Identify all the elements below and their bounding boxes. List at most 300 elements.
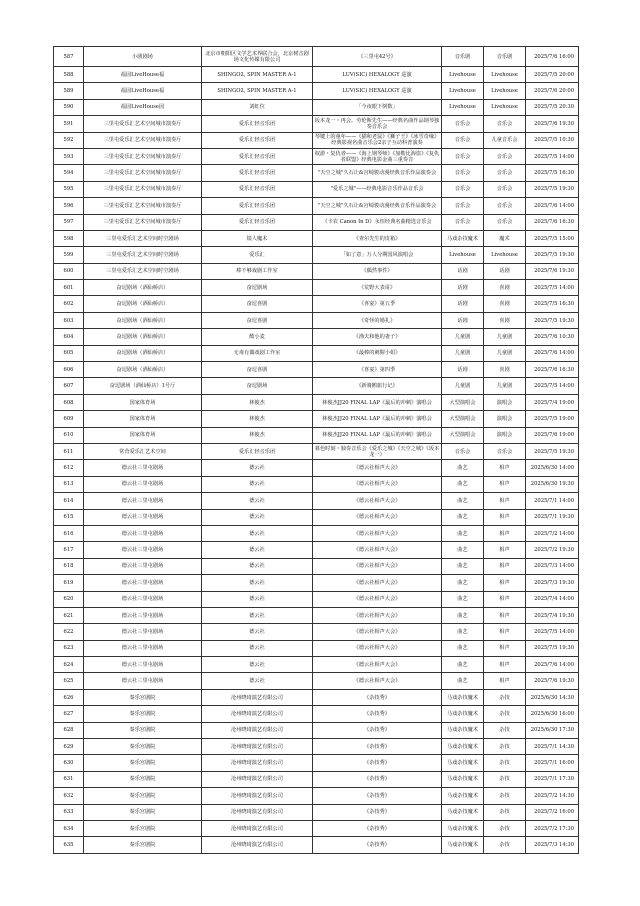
row-number-cell: 612 bbox=[54, 460, 84, 476]
table-row bbox=[54, 542, 579, 558]
subcategory-cell: 魔术 bbox=[484, 230, 526, 246]
row-number-cell: 635 bbox=[54, 837, 84, 853]
show-title-cell: 《杂技秀》 bbox=[313, 804, 442, 820]
row-number-cell: 593 bbox=[54, 148, 84, 164]
category-cell: 马戏杂技魔术 bbox=[442, 722, 484, 738]
table-row bbox=[54, 460, 579, 476]
show-time-cell: 2025/7/5 19:30 bbox=[526, 443, 579, 459]
show-time-cell: 2025/7/1 17:30 bbox=[526, 771, 579, 787]
show-time-cell: 2025/7/6 20:00 bbox=[526, 83, 579, 99]
category-cell: 音乐会 bbox=[442, 443, 484, 459]
category-cell: 曲艺 bbox=[442, 509, 484, 525]
row-number-cell: 628 bbox=[54, 722, 84, 738]
table-row bbox=[54, 132, 579, 148]
subcategory-cell: 演唱会 bbox=[484, 427, 526, 443]
subcategory-cell: 喜剧 bbox=[484, 280, 526, 296]
show-time-cell: 2025/7/2 19:30 bbox=[526, 542, 579, 558]
show-time-cell: 2025/6/30 14:30 bbox=[526, 689, 579, 705]
show-time-cell: 2025/6/30 17:30 bbox=[526, 722, 579, 738]
subcategory-cell: 杂技 bbox=[484, 722, 526, 738]
show-title-cell: 《奇怪的婚礼》 bbox=[313, 312, 442, 328]
row-number-cell: 597 bbox=[54, 214, 84, 230]
subcategory-cell: 相声 bbox=[484, 673, 526, 689]
row-number-cell: 625 bbox=[54, 673, 84, 689]
show-time-cell: 2025/7/6 16:30 bbox=[526, 214, 579, 230]
show-title-cell: 《德云社相声大会》 bbox=[313, 640, 442, 656]
category-cell: 曲艺 bbox=[442, 542, 484, 558]
show-time-cell: 2025/7/6 14:00 bbox=[526, 657, 579, 673]
category-cell: 音乐会 bbox=[442, 198, 484, 214]
show-title-cell: 权游・复仇者——《海上钢琴师》《加勒比海盗》《复仇者联盟》经典电影金曲三重奏音 bbox=[313, 148, 442, 164]
table-row bbox=[54, 657, 579, 673]
show-title-cell: 「如了意」万人分期国风演唱会 bbox=[313, 247, 442, 263]
venue-cell: 秦乐宫剧院 bbox=[84, 820, 202, 836]
subcategory-cell: 音乐会 bbox=[484, 148, 526, 164]
category-cell: 曲艺 bbox=[442, 558, 484, 574]
show-time-cell: 2025/7/1 19:30 bbox=[526, 509, 579, 525]
venue-cell: 秦乐宫剧院 bbox=[84, 804, 202, 820]
category-cell: 曲艺 bbox=[442, 607, 484, 623]
venue-cell: 秦乐宫剧院 bbox=[84, 739, 202, 755]
organizer-cell: 刘虹位 bbox=[202, 99, 313, 115]
show-title-cell: 《德云社相声大会》 bbox=[313, 525, 442, 541]
venue-cell: 德云社三里屯剧场 bbox=[84, 607, 202, 623]
venue-cell: 奋逗剧场（酒仙桥店） bbox=[84, 329, 202, 345]
show-time-cell: 2025/7/5 19:00 bbox=[526, 411, 579, 427]
category-cell: 马戏杂技魔术 bbox=[442, 804, 484, 820]
show-time-cell: 2025/7/5 10:30 bbox=[526, 132, 579, 148]
table-row bbox=[54, 706, 579, 722]
venue-cell: 国家体育场 bbox=[84, 394, 202, 410]
row-number-cell: 590 bbox=[54, 99, 84, 115]
show-time-cell: 2025/7/6 19:30 bbox=[526, 116, 579, 132]
venue-cell: 小剧剧场 bbox=[84, 47, 202, 67]
row-number-cell: 627 bbox=[54, 706, 84, 722]
subcategory-cell: 儿童剧 bbox=[484, 329, 526, 345]
organizer-cell: 德云社 bbox=[202, 591, 313, 607]
organizer-cell: 爱乐汇轻音乐团 bbox=[202, 181, 313, 197]
subcategory-cell: 杂技 bbox=[484, 771, 526, 787]
venue-cell: 三里屯爱乐汇艺术空间时空剧场 bbox=[84, 263, 202, 279]
category-cell: 话剧 bbox=[442, 362, 484, 378]
category-cell: 马戏杂技魔术 bbox=[442, 755, 484, 771]
show-title-cell: 《三里屯42号》 bbox=[313, 47, 442, 67]
subcategory-cell: 杂技 bbox=[484, 837, 526, 853]
organizer-cell: 爱乐汇轻音乐团 bbox=[202, 214, 313, 230]
show-title-cell: 《德云社相声大会》 bbox=[313, 493, 442, 509]
table-row bbox=[54, 525, 579, 541]
organizer-cell: 奋逗喜剧 bbox=[202, 312, 313, 328]
show-time-cell: 2025/7/5 16:30 bbox=[526, 165, 579, 181]
organizer-cell: 沧州晓琦演艺有限公司 bbox=[202, 689, 313, 705]
show-time-cell: 2025/7/5 14:00 bbox=[526, 378, 579, 394]
organizer-cell: 爱乐汇轻音乐团 bbox=[202, 198, 313, 214]
row-number-cell: 626 bbox=[54, 689, 84, 705]
venue-cell: 三里屯爱乐汇艺术空间城市演奏厅 bbox=[84, 116, 202, 132]
venue-cell: 德云社三里屯剧场 bbox=[84, 542, 202, 558]
table-row bbox=[54, 198, 579, 214]
organizer-cell: 德云社 bbox=[202, 525, 313, 541]
show-time-cell: 2025/7/5 14:00 bbox=[526, 624, 579, 640]
category-cell: 曲艺 bbox=[442, 493, 484, 509]
row-number-cell: 617 bbox=[54, 542, 84, 558]
category-cell: 曲艺 bbox=[442, 657, 484, 673]
table-row bbox=[54, 280, 579, 296]
category-cell: 曲艺 bbox=[442, 460, 484, 476]
subcategory-cell: Livehouse bbox=[484, 247, 526, 263]
row-number-cell: 620 bbox=[54, 591, 84, 607]
subcategory-cell: 音乐会 bbox=[484, 443, 526, 459]
row-number-cell: 609 bbox=[54, 411, 84, 427]
category-cell: 儿童剧 bbox=[442, 329, 484, 345]
venue-cell: 德云社三里屯剧场 bbox=[84, 591, 202, 607]
subcategory-cell: 话剧 bbox=[484, 263, 526, 279]
venue-cell: 德云社三里屯剧场 bbox=[84, 525, 202, 541]
show-time-cell: 2025/7/4 14:00 bbox=[526, 591, 579, 607]
row-number-cell: 605 bbox=[54, 345, 84, 361]
subcategory-cell: Livehouse bbox=[484, 99, 526, 115]
subcategory-cell: 杂技 bbox=[484, 739, 526, 755]
subcategory-cell: 音乐剧 bbox=[484, 47, 526, 67]
show-time-cell: 2025/7/1 14:00 bbox=[526, 493, 579, 509]
show-time-cell: 2025/7/1 16:00 bbox=[526, 755, 579, 771]
organizer-cell: 沧州晓琦演艺有限公司 bbox=[202, 722, 313, 738]
show-title-cell: 《德云社相声大会》 bbox=[313, 460, 442, 476]
category-cell: 音乐会 bbox=[442, 214, 484, 230]
subcategory-cell: 相声 bbox=[484, 460, 526, 476]
show-title-cell: 《德云社相声大会》 bbox=[313, 657, 442, 673]
table-row bbox=[54, 181, 579, 197]
organizer-cell: 北京市朝阳区文学艺术界联合会，北京树音剧场文化传媒有限公司 bbox=[202, 47, 313, 67]
show-time-cell: 2025/7/3 19:30 bbox=[526, 575, 579, 591]
table-row bbox=[54, 411, 579, 427]
subcategory-cell: 音乐会 bbox=[484, 165, 526, 181]
venue-cell: 三里屯爱乐汇艺术空间时空剧场 bbox=[84, 247, 202, 263]
venue-cell: 德云社三里屯剧场 bbox=[84, 509, 202, 525]
subcategory-cell: 儿童剧 bbox=[484, 378, 526, 394]
show-time-cell: 2025/6/30 19:30 bbox=[526, 476, 579, 492]
table-row bbox=[54, 624, 579, 640]
subcategory-cell: 相声 bbox=[484, 624, 526, 640]
show-title-cell: 《杂技秀》 bbox=[313, 755, 442, 771]
show-time-cell: 2025/7/6 14:00 bbox=[526, 345, 579, 361]
show-time-cell: 2025/7/2 14:00 bbox=[526, 525, 579, 541]
category-cell: 马戏杂技魔术 bbox=[442, 771, 484, 787]
category-cell: Livehouse bbox=[442, 67, 484, 83]
organizer-cell: 沧州晓琦演艺有限公司 bbox=[202, 788, 313, 804]
show-time-cell: 2025/7/4 19:00 bbox=[526, 394, 579, 410]
subcategory-cell: 相声 bbox=[484, 558, 526, 574]
organizer-cell: 德云社 bbox=[202, 460, 313, 476]
row-number-cell: 610 bbox=[54, 427, 84, 443]
organizer-cell: SHINGO2, SPIN MASTER A-1 bbox=[202, 83, 313, 99]
subcategory-cell: 相声 bbox=[484, 575, 526, 591]
organizer-cell: 沧州晓琦演艺有限公司 bbox=[202, 706, 313, 722]
venue-cell: 秦乐宫剧院 bbox=[84, 771, 202, 787]
show-time-cell: 2025/7/6 16:00 bbox=[526, 47, 579, 67]
venue-cell: 常营爱乐汇艺术空间 bbox=[84, 443, 202, 459]
show-time-cell: 2025/7/3 14:30 bbox=[526, 837, 579, 853]
show-time-cell: 2025/7/6 19:00 bbox=[526, 427, 579, 443]
category-cell: 话剧 bbox=[442, 296, 484, 312]
organizer-cell: 德云社 bbox=[202, 542, 313, 558]
table-row bbox=[54, 67, 579, 83]
category-cell: 马戏杂技魔术 bbox=[442, 837, 484, 853]
show-time-cell: 2025/7/5 16:30 bbox=[526, 296, 579, 312]
show-title-cell: 《偶然事件》 bbox=[313, 263, 442, 279]
organizer-cell: 德云社 bbox=[202, 476, 313, 492]
table-row bbox=[54, 509, 579, 525]
subcategory-cell: 相声 bbox=[484, 493, 526, 509]
show-title-cell: 《杂技秀》 bbox=[313, 722, 442, 738]
organizer-cell: 沧州晓琦演艺有限公司 bbox=[202, 804, 313, 820]
show-title-cell: 《喜宴》第四季 bbox=[313, 362, 442, 378]
table-row bbox=[54, 378, 579, 394]
subcategory-cell: 儿童剧 bbox=[484, 345, 526, 361]
show-title-cell: 《杂技秀》 bbox=[313, 837, 442, 853]
row-number-cell: 611 bbox=[54, 443, 84, 459]
subcategory-cell: 杂技 bbox=[484, 706, 526, 722]
show-title-cell: 坂本龙一・再会。劳伦斯先生——经典名曲作品钢琴独奏音乐会 bbox=[313, 116, 442, 132]
category-cell: 儿童剧 bbox=[442, 378, 484, 394]
show-time-cell: 2025/7/6 16:30 bbox=[526, 362, 579, 378]
show-time-cell: 2025/7/5 20:00 bbox=[526, 67, 579, 83]
row-number-cell: 621 bbox=[54, 607, 84, 623]
venue-cell: 德云社三里屯剧场 bbox=[84, 657, 202, 673]
show-time-cell: 2025/7/4 19:30 bbox=[526, 607, 579, 623]
category-cell: 马戏杂技魔术 bbox=[442, 706, 484, 722]
venue-cell: 三里屯爱乐汇艺术空间时空剧场 bbox=[84, 230, 202, 246]
category-cell: 马戏杂技魔术 bbox=[442, 230, 484, 246]
category-cell: 曲艺 bbox=[442, 673, 484, 689]
show-time-cell: 2025/7/6 10:30 bbox=[526, 329, 579, 345]
venue-cell: 奋逗剧场（酒仙桥店） bbox=[84, 296, 202, 312]
subcategory-cell: 相声 bbox=[484, 657, 526, 673]
category-cell: 话剧 bbox=[442, 263, 484, 279]
organizer-cell: 爱乐汇轻音乐团 bbox=[202, 116, 313, 132]
show-time-cell: 2025/7/5 20:30 bbox=[526, 99, 579, 115]
show-title-cell: 林俊杰JJ20 FINAL LAP《最后的冲刺》演唱会 bbox=[313, 411, 442, 427]
organizer-cell: 奋逗剧场 bbox=[202, 378, 313, 394]
show-title-cell: 《杂技秀》 bbox=[313, 739, 442, 755]
venue-cell: 秦乐宫剧院 bbox=[84, 706, 202, 722]
category-cell: 曲艺 bbox=[442, 575, 484, 591]
show-title-cell: 暮色时刻・独奏音乐会《爱乐之城》《天空之城》《坂本龙一》 bbox=[313, 443, 442, 459]
show-title-cell: 《德云社相声大会》 bbox=[313, 509, 442, 525]
show-title-cell: 林俊杰JJ20 FINAL LAP《最后的冲刺》演唱会 bbox=[313, 394, 442, 410]
organizer-cell: 德云社 bbox=[202, 607, 313, 623]
subcategory-cell: 杂技 bbox=[484, 804, 526, 820]
show-time-cell: 2025/7/6 19:30 bbox=[526, 673, 579, 689]
subcategory-cell: 音乐会 bbox=[484, 214, 526, 230]
show-time-cell: 2025/6/30 16:00 bbox=[526, 706, 579, 722]
row-number-cell: 595 bbox=[54, 181, 84, 197]
organizer-cell: 无毒有偶戏剧工作室 bbox=[202, 345, 313, 361]
organizer-cell: 爱乐汇轻音乐团 bbox=[202, 165, 313, 181]
table-row bbox=[54, 148, 579, 164]
organizer-cell: 爱乐汇轻音乐团 bbox=[202, 132, 313, 148]
table-row bbox=[54, 263, 579, 279]
subcategory-cell: 喜剧 bbox=[484, 296, 526, 312]
show-time-cell: 2025/7/5 15:00 bbox=[526, 230, 579, 246]
table-row bbox=[54, 607, 579, 623]
category-cell: 话剧 bbox=[442, 312, 484, 328]
show-time-cell: 2025/7/5 19:30 bbox=[526, 640, 579, 656]
row-number-cell: 598 bbox=[54, 230, 84, 246]
organizer-cell: 爱乐汇 bbox=[202, 247, 313, 263]
table-row bbox=[54, 312, 579, 328]
category-cell: 音乐会 bbox=[442, 132, 484, 148]
organizer-cell: 沧州晓琦演艺有限公司 bbox=[202, 837, 313, 853]
show-title-cell: 《喜宴》第五季 bbox=[313, 296, 442, 312]
table-row bbox=[54, 804, 579, 820]
table-row bbox=[54, 165, 579, 181]
row-number-cell: 594 bbox=[54, 165, 84, 181]
row-number-cell: 587 bbox=[54, 47, 84, 67]
table-row bbox=[54, 575, 579, 591]
subcategory-cell: 相声 bbox=[484, 542, 526, 558]
category-cell: 音乐会 bbox=[442, 165, 484, 181]
table-body bbox=[54, 47, 579, 854]
category-cell: 马戏杂技魔术 bbox=[442, 739, 484, 755]
organizer-cell: 德云社 bbox=[202, 558, 313, 574]
subcategory-cell: 杂技 bbox=[484, 689, 526, 705]
venue-cell: 秦乐宫剧院 bbox=[84, 689, 202, 705]
table-row bbox=[54, 689, 579, 705]
venue-cell: 秦乐宫剧院 bbox=[84, 755, 202, 771]
venue-cell: 三里屯爱乐汇艺术空间城市演奏厅 bbox=[84, 181, 202, 197]
show-time-cell: 2025/7/2 16:00 bbox=[526, 804, 579, 820]
show-title-cell: 《德云社相声大会》 bbox=[313, 624, 442, 640]
row-number-cell: 615 bbox=[54, 509, 84, 525]
table-row bbox=[54, 640, 579, 656]
subcategory-cell: 喜剧 bbox=[484, 362, 526, 378]
row-number-cell: 618 bbox=[54, 558, 84, 574]
venue-cell: 三里屯爱乐汇艺术空间城市演奏厅 bbox=[84, 148, 202, 164]
venue-cell: 国家体育场 bbox=[84, 411, 202, 427]
row-number-cell: 619 bbox=[54, 575, 84, 591]
category-cell: 曲艺 bbox=[442, 591, 484, 607]
venue-cell: 秦乐宫剧院 bbox=[84, 788, 202, 804]
venue-cell: 奋逗剧场（酒仙桥店） bbox=[84, 345, 202, 361]
row-number-cell: 596 bbox=[54, 198, 84, 214]
venue-cell: 德云社三里屯剧场 bbox=[84, 640, 202, 656]
subcategory-cell: 相声 bbox=[484, 525, 526, 541]
row-number-cell: 613 bbox=[54, 476, 84, 492]
table-row bbox=[54, 394, 579, 410]
show-title-cell: "天空之城"久石让&宫崎骏动漫经典音乐作品演奏会 bbox=[313, 198, 442, 214]
category-cell: Livehouse bbox=[442, 83, 484, 99]
organizer-cell: 林俊杰 bbox=[202, 394, 313, 410]
table-row bbox=[54, 558, 579, 574]
row-number-cell: 632 bbox=[54, 788, 84, 804]
table-row bbox=[54, 820, 579, 836]
venue-cell: 福园LiveHouse福 bbox=[84, 67, 202, 83]
table-row bbox=[54, 591, 579, 607]
subcategory-cell: Livehouse bbox=[484, 67, 526, 83]
row-number-cell: 589 bbox=[54, 83, 84, 99]
table-row bbox=[54, 771, 579, 787]
subcategory-cell: 相声 bbox=[484, 607, 526, 623]
table-row bbox=[54, 47, 579, 67]
row-number-cell: 629 bbox=[54, 739, 84, 755]
row-number-cell: 591 bbox=[54, 116, 84, 132]
venue-cell: 秦乐宫剧院 bbox=[84, 837, 202, 853]
show-title-cell: 《杂技秀》 bbox=[313, 706, 442, 722]
venue-cell: 福园LiveHouse福 bbox=[84, 83, 202, 99]
organizer-cell: 德云社 bbox=[202, 640, 313, 656]
venue-cell: 国家体育场 bbox=[84, 427, 202, 443]
table-row bbox=[54, 99, 579, 115]
venue-cell: 三里屯爱乐汇艺术空间城市演奏厅 bbox=[84, 132, 202, 148]
venue-cell: 三里屯爱乐汇艺术空间城市演奏厅 bbox=[84, 198, 202, 214]
show-time-cell: 2025/7/5 14:00 bbox=[526, 280, 579, 296]
category-cell: 大型演唱会 bbox=[442, 427, 484, 443]
organizer-cell: 爱乐汇轻音乐团 bbox=[202, 443, 313, 459]
show-title-cell: 《查尔先生的皮箱》 bbox=[313, 230, 442, 246]
row-number-cell: 592 bbox=[54, 132, 84, 148]
organizer-cell: 德云社 bbox=[202, 657, 313, 673]
row-number-cell: 606 bbox=[54, 362, 84, 378]
organizer-cell: 酷小麦 bbox=[202, 329, 313, 345]
show-time-cell: 2025/7/5 19:30 bbox=[526, 181, 579, 197]
row-number-cell: 631 bbox=[54, 771, 84, 787]
show-title-cell: 《德云社相声大会》 bbox=[313, 591, 442, 607]
row-number-cell: 588 bbox=[54, 67, 84, 83]
venue-cell: 三里屯爱乐汇艺术空间城市演奏厅 bbox=[84, 165, 202, 181]
category-cell: 音乐剧 bbox=[442, 47, 484, 67]
row-number-cell: 600 bbox=[54, 263, 84, 279]
table-row bbox=[54, 345, 579, 361]
show-title-cell: 《德云社相声大会》 bbox=[313, 607, 442, 623]
row-number-cell: 634 bbox=[54, 820, 84, 836]
show-title-cell: 「今夜眼下倒数」 bbox=[313, 99, 442, 115]
organizer-cell: 沧州晓琦演艺有限公司 bbox=[202, 755, 313, 771]
organizer-cell: 沧州晓琦演艺有限公司 bbox=[202, 820, 313, 836]
venue-cell: 德云社三里屯剧场 bbox=[84, 575, 202, 591]
category-cell: 儿童剧 bbox=[442, 345, 484, 361]
show-time-cell: 2025/7/6 14:00 bbox=[526, 198, 579, 214]
row-number-cell: 616 bbox=[54, 525, 84, 541]
show-title-cell: 《荒野大表哥》 bbox=[313, 280, 442, 296]
show-title-cell: "天空之城"久石让&宫崎骏动漫经典音乐作品演奏会 bbox=[313, 165, 442, 181]
venue-cell: 德云社三里屯剧场 bbox=[84, 558, 202, 574]
category-cell: 大型演唱会 bbox=[442, 394, 484, 410]
show-title-cell: 《德云社相声大会》 bbox=[313, 673, 442, 689]
show-title-cell: 《德云社相声大会》 bbox=[313, 542, 442, 558]
performance-schedule-table bbox=[53, 46, 579, 854]
show-title-cell: LUV(SIC) HEXALOGY 巡演 bbox=[313, 67, 442, 83]
table-row bbox=[54, 230, 579, 246]
show-time-cell: 2025/7/2 14:30 bbox=[526, 788, 579, 804]
table-row bbox=[54, 329, 579, 345]
venue-cell: 秦乐宫剧院 bbox=[84, 722, 202, 738]
show-title-cell: 《最棒的刺猬小姐》 bbox=[313, 345, 442, 361]
category-cell: 大型演唱会 bbox=[442, 411, 484, 427]
category-cell: 音乐会 bbox=[442, 116, 484, 132]
organizer-cell: 林俊杰 bbox=[202, 411, 313, 427]
subcategory-cell: 相声 bbox=[484, 591, 526, 607]
row-number-cell: 614 bbox=[54, 493, 84, 509]
row-number-cell: 608 bbox=[54, 394, 84, 410]
table-row bbox=[54, 788, 579, 804]
organizer-cell: 德云社 bbox=[202, 509, 313, 525]
subcategory-cell: 音乐会 bbox=[484, 198, 526, 214]
table-row bbox=[54, 493, 579, 509]
table-row bbox=[54, 296, 579, 312]
category-cell: Livehouse bbox=[442, 99, 484, 115]
subcategory-cell: 演唱会 bbox=[484, 394, 526, 410]
